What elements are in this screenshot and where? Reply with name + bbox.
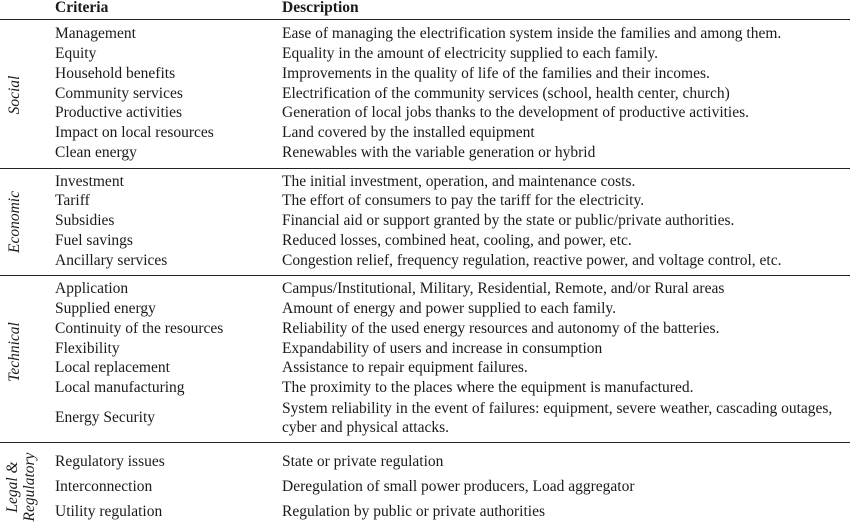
group-divider bbox=[0, 442, 850, 443]
criteria-cell: Supplied energy bbox=[55, 300, 156, 317]
description-cell: Electrification of the community services (school, health center, church) bbox=[282, 85, 730, 102]
criteria-cell: Investment bbox=[55, 173, 124, 190]
criteria-cell: Subsidies bbox=[55, 212, 115, 229]
description-cell: Ease of managing the electrification system inside the families and among them. bbox=[282, 25, 782, 42]
description-cell: Expandability of users and increase in consumption bbox=[282, 340, 603, 357]
criteria-cell: Local manufacturing bbox=[55, 379, 185, 396]
criteria-cell: Energy Security bbox=[55, 409, 156, 426]
criteria-cell: Tariff bbox=[55, 192, 90, 209]
criteria-cell: Equity bbox=[55, 45, 97, 62]
category-legal-regulatory bbox=[4, 453, 38, 522]
description-cell: Campus/Institutional, Military, Residential, Remote, and/or Rural areas bbox=[282, 280, 725, 297]
description-cell: Reduced losses, combined heat, cooling, and power, etc. bbox=[282, 232, 632, 249]
category-line-2: Regulatory bbox=[21, 452, 38, 522]
description-cell: Assistance to repair equipment failures. bbox=[282, 359, 528, 376]
description-cell: The proximity to the places where the equipment is manufactured. bbox=[282, 379, 694, 396]
criteria-cell: Household benefits bbox=[55, 65, 176, 82]
criteria-cell: Impact on local resources bbox=[55, 124, 214, 141]
description-cell: Land covered by the installed equipment bbox=[282, 124, 535, 141]
description-cell: Equality in the amount of electricity supplied to each family. bbox=[282, 45, 659, 62]
category-technical: Technical bbox=[6, 322, 23, 382]
criteria-cell: Management bbox=[55, 25, 136, 42]
category-economic: Economic bbox=[6, 191, 23, 253]
criteria-column-header: Criteria bbox=[55, 0, 109, 16]
criteria-cell: Ancillary services bbox=[55, 252, 168, 269]
criteria-cell: Utility regulation bbox=[55, 503, 163, 520]
description-column-header: Description bbox=[282, 0, 359, 16]
description-cell: Congestion relief, frequency regulation, reactive power, and voltage control, etc. bbox=[282, 252, 782, 269]
description-cell: Reliability of the used energy resources and autonomy of the batteries. bbox=[282, 320, 720, 337]
description-cell: Amount of energy and power supplied to each family. bbox=[282, 300, 617, 317]
description-cell: The effort of consumers to pay the tariff for the electricity. bbox=[282, 192, 645, 209]
description-cell: Deregulation of small power producers, Load aggregator bbox=[282, 478, 635, 495]
criteria-cell: Local replacement bbox=[55, 359, 170, 376]
category-line-1: Legal & bbox=[4, 461, 21, 513]
description-cell: Regulation by public or private authorities bbox=[282, 503, 546, 520]
criteria-cell: Fuel savings bbox=[55, 232, 133, 249]
criteria-cell: Application bbox=[55, 280, 129, 297]
group-divider bbox=[0, 275, 850, 276]
description-cell: Improvements in the quality of life of the families and their incomes. bbox=[282, 65, 710, 82]
criteria-cell: Regulatory issues bbox=[55, 453, 165, 470]
description-cell: System reliability in the event of failures: equipment, severe weather, cascading outages, cyber and physical attacks. bbox=[282, 400, 833, 436]
group-divider bbox=[0, 168, 850, 169]
description-cell: Financial aid or support granted by the state or public/private authorities. bbox=[282, 212, 735, 229]
criteria-cell: Continuity of the resources bbox=[55, 320, 224, 337]
description-cell: Generation of local jobs thanks to the development of productive activities. bbox=[282, 104, 750, 121]
header-rule bbox=[0, 19, 850, 20]
description-cell: The initial investment, operation, and maintenance costs. bbox=[282, 173, 636, 190]
category-social: Social bbox=[6, 75, 23, 115]
criteria-cell: Productive activities bbox=[55, 104, 182, 121]
description-cell: State or private regulation bbox=[282, 453, 444, 470]
criteria-cell: Flexibility bbox=[55, 340, 120, 357]
criteria-cell: Clean energy bbox=[55, 144, 137, 161]
criteria-cell: Interconnection bbox=[55, 478, 153, 495]
criteria-cell: Community services bbox=[55, 85, 183, 102]
description-cell: Renewables with the variable generation or hybrid bbox=[282, 144, 596, 161]
